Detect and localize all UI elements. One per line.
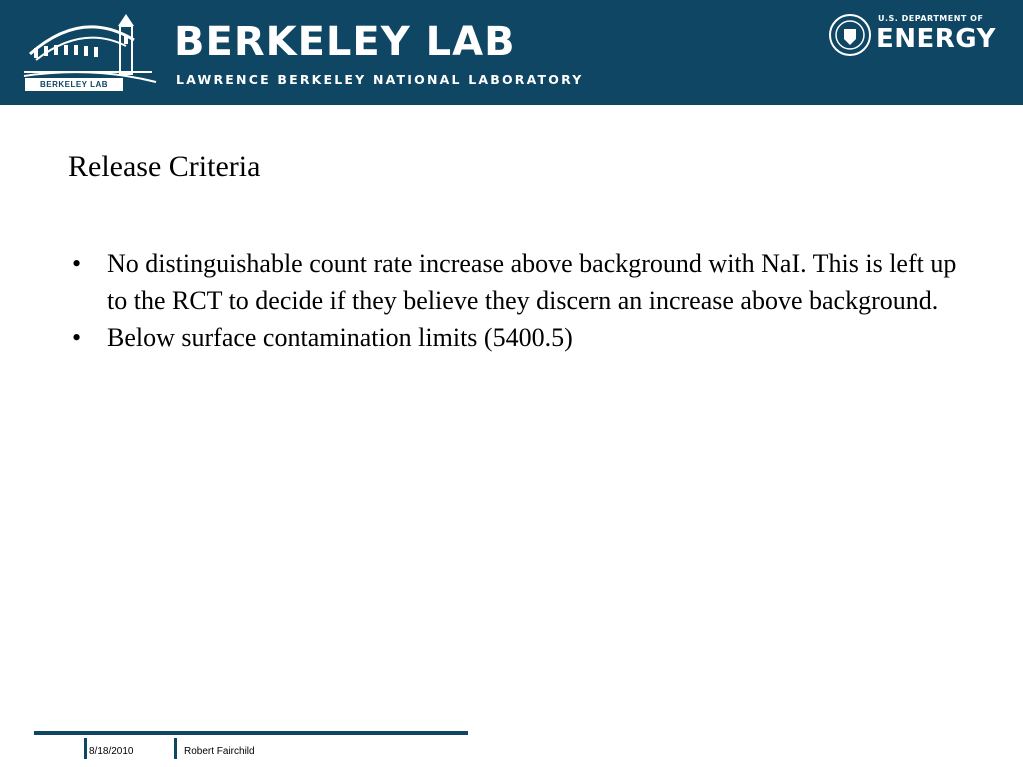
header-banner (0, 0, 1023, 106)
slide-title: Release Criteria (68, 150, 261, 183)
bullet-marker: • (72, 323, 82, 352)
lab-title: BERKELEY LAB (174, 19, 516, 65)
doe-energy: ENERGY (876, 24, 996, 54)
logo-wordmark: BERKELEY LAB (25, 78, 123, 91)
doe-department: U.S. DEPARTMENT OF (878, 14, 984, 23)
bullet-text: No distinguishable count rate increase above background with NaI. This is left up to the RCT to decide if they believe they discern an increase above background. (107, 249, 957, 315)
lab-subtitle: LAWRENCE BERKELEY NATIONAL LABORATORY (176, 72, 584, 87)
bullet-item (68, 319, 968, 356)
footer-divider (174, 738, 177, 759)
doe-seal-icon (828, 13, 872, 57)
bullet-item (68, 245, 968, 319)
footer-bar (34, 731, 468, 735)
bullet-marker: • (72, 249, 82, 278)
footer-date: 8/18/2010 (89, 746, 134, 757)
bullet-list (68, 245, 968, 356)
bullet-text: Below surface contamination limits (5400.5) (107, 323, 573, 352)
footer-divider (84, 738, 87, 759)
banner-divider (0, 105, 1023, 107)
footer-author: Robert Fairchild (184, 746, 255, 757)
